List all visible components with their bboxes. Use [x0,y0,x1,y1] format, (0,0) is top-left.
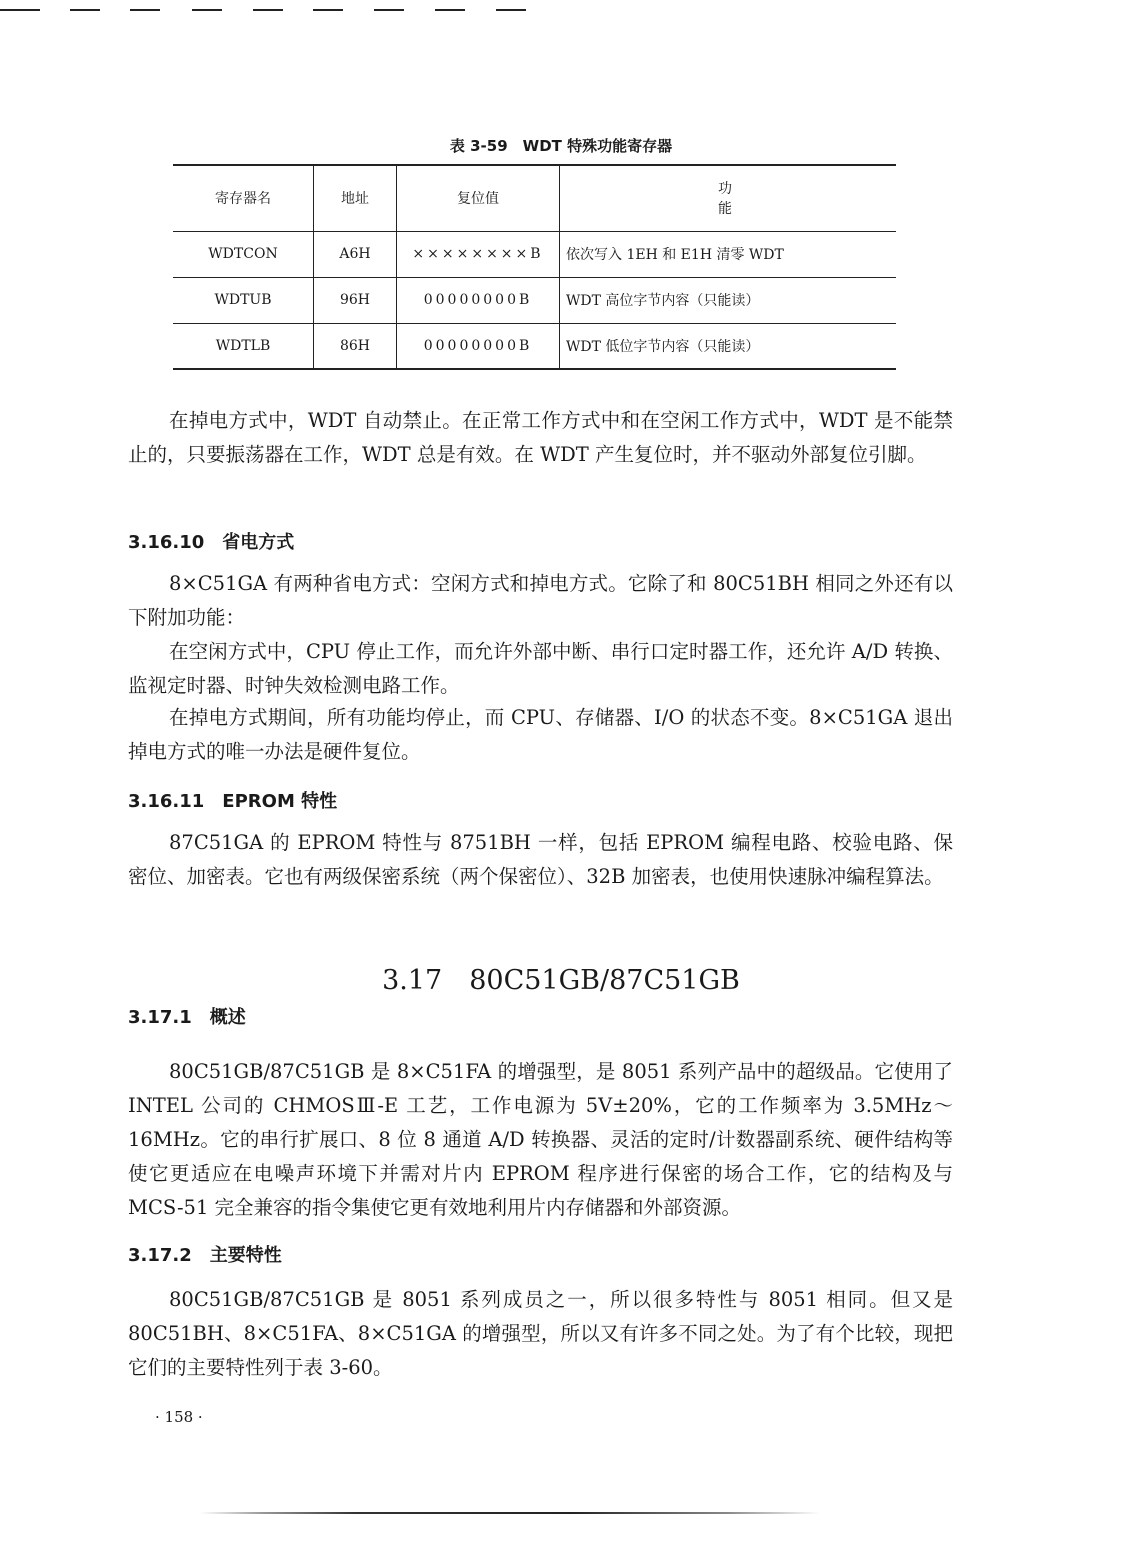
section-heading-3-16-10: 3.16.10 省电方式 [128,532,295,553]
wdt-register-table [173,164,896,370]
section-heading-3-16-11: 3.16.11 EPROM 特性 [128,791,338,812]
cell-address: 96H [314,277,397,323]
page-number: · 158 · [155,1408,203,1426]
table-row [173,231,896,277]
table-header-row [173,165,896,231]
cell-reset-value: ××××××××B [397,231,560,277]
cell-register-name: WDTUB [214,292,272,308]
table-caption: 表 3-59 WDT 特殊功能寄存器 [449,137,673,155]
paragraph-eprom-features: 87C51GA 的 EPROM 特性与 8751BH 一样，包括 EPROM 编程电路、校验电路、保密位、加密表。它也有两级保密系统（两个保密位）、32B 加密表，也使用快速脉冲编程算法。 [128,831,953,888]
header-register-name: 寄存器名 [215,191,271,208]
cell-register-name: WDTCON [208,246,278,262]
header-address: 地址 [314,165,397,231]
top-scan-dashes [0,0,540,14]
table-row [173,323,896,369]
paragraph-idle-mode: 在空闲方式中，CPU 停止工作，而允许外部中断、串行口定时器工作，还允许 A/D 转换、监视定时器、时钟失效检测电路工作。 [128,640,953,697]
cell-reset-value: 00000000B [397,277,560,323]
cell-address: A6H [314,231,397,277]
section-heading-3-17-1: 3.17.1 概述 [128,1007,246,1028]
paragraph-power-saving-modes: 8×C51GA 有两种省电方式：空闲方式和掉电方式。它除了和 80C51BH 相同之外还有以下附加功能： [128,572,953,629]
paragraph-powerdown-mode: 在掉电方式期间，所有功能均停止，而 CPU、存储器、I/O 的状态不变。8×C51GA 退出掉电方式的唯一办法是硬件复位。 [128,706,953,763]
cell-register-name: WDTLB [215,337,271,354]
paragraph-wdt-powerdown: 在掉电方式中，WDT 自动禁止。在正常工作方式中和在空闲工作方式中，WDT 是不能禁止的，只要振荡器在工作，WDT 总是有效。在 WDT 产生复位时，并不驱动外部复位引脚。 [128,409,953,466]
cell-function: WDT 高位字节内容（只能读） [560,277,897,323]
table-row [173,277,896,323]
cell-address: 86H [314,323,397,369]
cell-reset-value: 00000000B [397,323,560,369]
header-reset-value: 复位值 [397,165,560,231]
chapter-heading-3-17: 3.17 80C51GB/87C51GB [382,965,740,996]
bottom-scan-rule [200,1512,820,1514]
paragraph-main-features: 80C51GB/87C51GB 是 8051 系列成员之一，所以很多特性与 8051 相同。但又是 80C51BH、8×C51FA、8×C51GA 的增强型，所以又有许多不同之处。为了有个比较，现把它们的主要特性列于表 3-60。 [128,1288,953,1379]
header-function: 功能 [560,165,897,231]
section-heading-3-17-2: 3.17.2 主要特性 [128,1245,282,1266]
cell-function: 依次写入 1EH 和 E1H 清零 WDT [560,231,897,277]
cell-function: WDT 低位字节内容（只能读） [560,323,897,369]
paragraph-overview: 80C51GB/87C51GB 是 8×C51FA 的增强型，是 8051 系列产品中的超级品。它使用了 INTEL 公司的 CHMOSⅢ-E 工艺，工作电源为 5V±20%，它的工作频率为 3.5MHz～16MHz。它的串行扩展口、8 位 8 通道 A/D 转换器、灵活的定时/计数器副系统、硬件结构等使它更适应在电噪声环境下并需对片内 EPROM 程序进行保密的场合工作，它的结构及与 MCS-51 完全兼容的指令集使它更有效地利用片内存储器和外部资源。 [128,1060,953,1219]
